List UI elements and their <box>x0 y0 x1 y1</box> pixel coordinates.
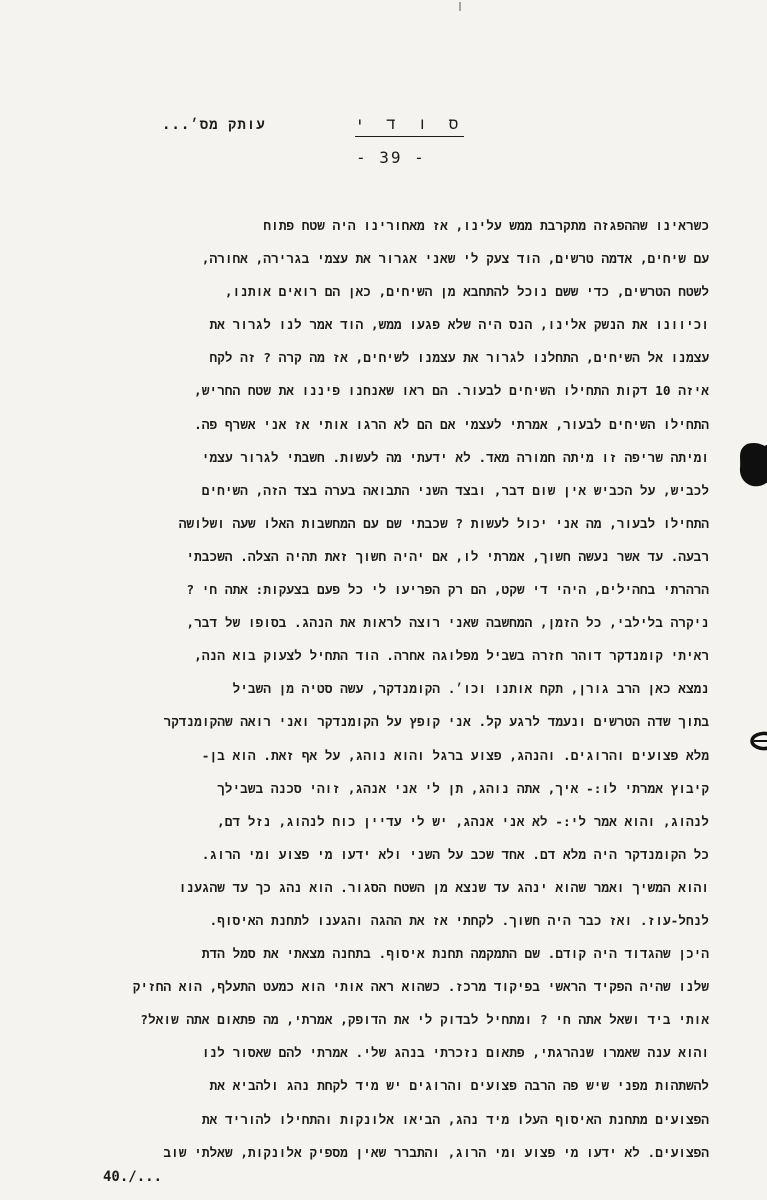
text-line: והוא ענה שאמרו שנהרגתי, פתאום נזכרתי בנהג שלי. אמרתי להם שאסור לנו <box>201 1046 709 1062</box>
text-line: רבעה. עד אשר נעשה חשוך, אמרתי לו, אם יהיה חשוך זאת תהיה הצלה. השכבתי <box>186 549 709 565</box>
text-line: שלנו שהיה הפקיד הראשי בפיקוד מרכז. כשהוא ראה אותי הוא כמעט התעלף, הוא החזיק <box>132 980 709 996</box>
punch-hole-mark <box>748 730 767 752</box>
text-line: להשתהות מפני שיש פה הרבה פצועים והרוגים יש מיד לקחת נהג ולהביא את <box>209 1079 709 1095</box>
text-line: איזה 10 דקות התחילו השיחים לבעור. הם ראו שאנחנו פיננו את שטח החריש, <box>194 384 709 400</box>
text-line: כשראינו שההפגזה מתקרבת ממש עלינו, אז מאחורינו היה שטח פתוח <box>263 219 709 234</box>
text-line: וכיוונו את הנשק אלינו, הנס היה שלא פגעו ממש, הוד אמר לנו לגרור את <box>209 318 709 334</box>
text-line: עם שיחים, אדמה טרשים, הוד צעק לי שאני אגרור את עצמי בגרירה, אחורה, <box>201 252 709 268</box>
text-line: לשטח הטרשים, כדי ששם נוכל להתחבא מן השיחים, כאן הם רואים אותנו, <box>224 285 709 301</box>
text-line: והוא המשיך ואמר שהוא ינהג עד שנצא מן השטח הסגור. הוא נהג כך עד שהגענו <box>178 880 709 896</box>
text-line: התחילו השיחים לבעור, אמרתי לעצמי אם הם לא הרגו אותי אז אני אשרף פה. <box>194 417 709 433</box>
classification-label: ס ו ד י <box>355 114 464 137</box>
typed-body-text <box>64 210 709 1170</box>
text-line: ומיתה שריפה זו מיתה חמורה מאד. לא ידעתי מה לעשות. חשבתי לגרור עצמי <box>201 450 709 466</box>
text-line: מלא פצועים והרוגים. והנהג, פצוע ברגל והוא נוהג, על אף זאת. הוא בן- <box>201 748 709 764</box>
page-number: - 39 - <box>356 148 426 167</box>
copy-number-note: עותק מס׳... <box>162 117 266 133</box>
text-line: ראיתי קומנדקר דוהר חזרה בשביל מפלוגה אחרה. הוד התחיל לצעוק בוא הנה, <box>194 649 709 665</box>
text-line: אותי ביד ושאל אתה חי ? ומתחיל לבדוק לי את הדופק, אמרתי, מה פתאום אתה שואל? <box>140 1013 709 1029</box>
text-line: הפצועים מתחנת האיסוף העלו מיד נהג, הביאו אלונקות והתחילו להוריד את <box>201 1112 709 1128</box>
text-line: לכביש, על הכביש אין שום דבר, ובצד השני התבואה בערה בצד הזה, השיחים <box>201 483 709 499</box>
text-line: נמצא כאן הרב גורן, תקח אותנו וכו׳. הקומנדקר, עשה סטיה מן השביל <box>232 682 709 698</box>
text-line: התחילו לבעור, מה אני יכול לעשות ? שכבתי שם עם המחשבות האלו שעה ושלושה <box>178 516 709 532</box>
text-line: כל הקומנדקר היה מלא דם. אחד שכב על השני ולא ידעו מי פצוע ומי הרוג. <box>201 847 709 863</box>
text-line: קיבוץ אמרתי לו:- איך, אתה נוהג, תן לי אני אנהג, זוהי סכנה בשבילך <box>217 781 709 797</box>
paper-mark <box>458 2 462 12</box>
text-line: לנחל-עוז. ואז כבר היה חשוך. לקחתי אז את ההגה והגענו לתחנת האיסוף. <box>209 913 709 929</box>
ink-blot-mark <box>737 440 767 488</box>
text-line: בתוך שדה הטרשים ונעמד לרגע קל. אני קופץ על הקומנדקר ואני רואה שהקומנדקר <box>163 715 709 731</box>
text-line: היכן שהגדוד היה קודם. שם התמקמה תחנת איסוף. בתחנה מצאתי את סמל הדת <box>201 947 709 963</box>
continuation-marker: 40./... <box>103 1169 163 1185</box>
text-line: הפצועים. לא ידעו מי פצוע ומי הרוג, והתברר שאין מספיק אלונקות, שאלתי שוב <box>163 1145 709 1161</box>
text-line: עצמנו אל השיחים, התחלנו לגרור את עצמנו לשיחים, אז מה קרה ? זה לקח <box>209 351 709 367</box>
text-line: הרהרתי בחהילים, היהי די שקט, הם רק הפריעו לי כל פעם בצעקות: אתה חי ? <box>186 583 709 599</box>
text-line: ניקרה בלילבי, כל הזמן, המחשבה שאני רוצה לראות את הנהג. בסופו של דבר, <box>186 616 709 632</box>
text-line: לנהוג, והוא אמר לי:- לא אני אנהג, יש לי עדיין כוח לנהוג, נזל דם, <box>217 814 709 830</box>
